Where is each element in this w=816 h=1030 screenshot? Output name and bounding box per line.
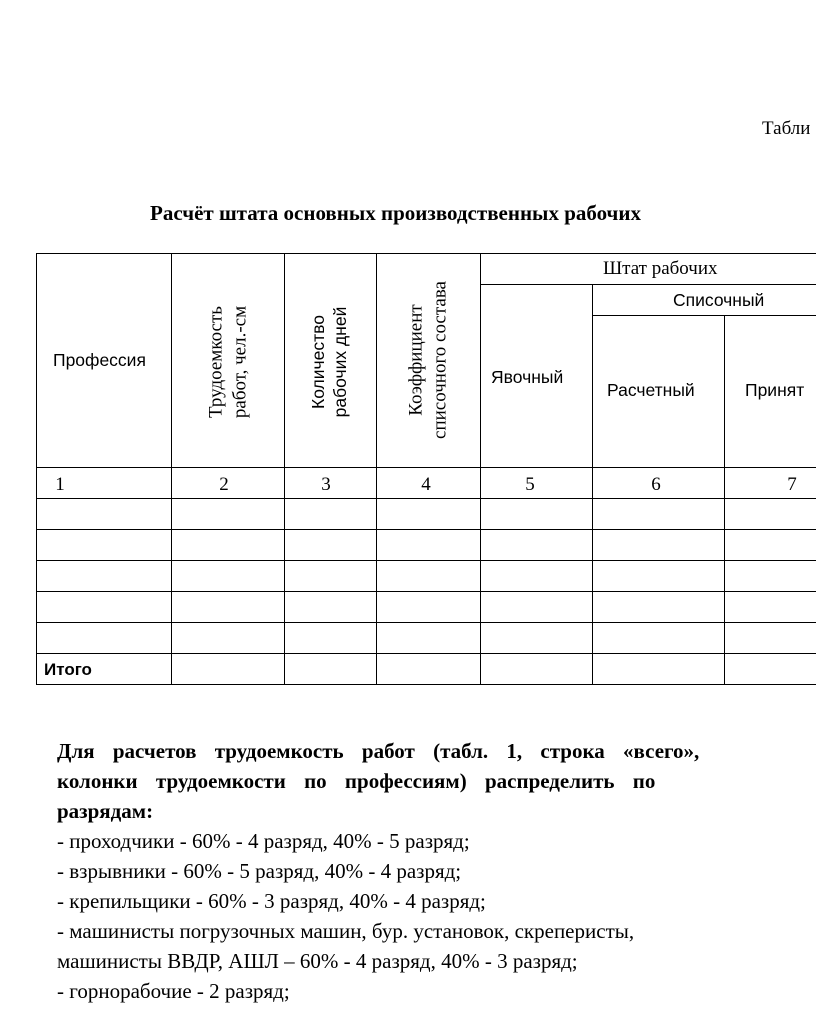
table-left-border — [36, 253, 37, 685]
column-number: 4 — [421, 474, 431, 495]
payroll-header-divider — [592, 315, 816, 316]
column-divider — [284, 253, 285, 685]
grade-list-item: машинисты ВВДР, АШЛ – 60% - 4 разряд, 40% - 3 разряд; — [57, 949, 578, 973]
labor-header-line-1: Трудоемкость — [205, 306, 227, 418]
grade-list-item: - машинисты погрузочных машин, бур. установок, скреперисты, — [57, 919, 635, 943]
table-bottom-border — [36, 684, 816, 685]
column-divider — [171, 253, 172, 685]
coef-header-line-2: списочного состава — [429, 281, 450, 439]
grade-list-item: - взрывники - 60% - 5 разряд, 40% - 4 разряд; — [57, 859, 462, 883]
column-divider — [724, 315, 725, 685]
grade-list-item: - проходчики - 60% - 4 разряд, 40% - 5 разряд; — [57, 829, 470, 853]
labor-header-line-2: работ, чел.-см — [229, 305, 250, 419]
column-number: 5 — [525, 474, 535, 495]
row-divider — [36, 560, 816, 561]
profession-header: Профессия — [53, 350, 146, 370]
calculated-header: Расчетный — [607, 380, 695, 400]
coef-header-line-1: Коэффициент — [405, 304, 427, 416]
table-number-label: Табли — [762, 118, 811, 139]
instruction-heading-line: Для расчетов трудоемкость работ (табл. 1, строка «всего», — [57, 739, 700, 763]
table-top-border — [36, 253, 816, 254]
instruction-heading-line: разрядам: — [57, 799, 154, 823]
days-header-line-1: Количество — [308, 315, 329, 409]
column-number: 6 — [651, 474, 661, 495]
row-divider — [36, 529, 816, 530]
column-number: 3 — [321, 474, 331, 495]
row-divider — [36, 622, 816, 623]
row-divider — [36, 498, 816, 499]
column-number: 1 — [55, 474, 65, 495]
present-header: Явочный — [491, 367, 564, 387]
payroll-header: Списочный — [673, 290, 765, 310]
grade-list-item: - горнорабочие - 2 разряд; — [57, 979, 290, 1003]
column-number: 2 — [219, 474, 229, 495]
staff-header: Штат рабочих — [603, 258, 718, 279]
column-divider — [480, 253, 481, 685]
row-divider — [36, 653, 816, 654]
column-divider — [376, 253, 377, 685]
instructions-paragraph — [57, 736, 816, 1006]
column-number: 7 — [787, 474, 797, 495]
accepted-header: Принят — [745, 380, 805, 400]
instruction-heading-line: колонки трудоемкости по профессиям) распределить по — [57, 769, 656, 793]
total-row-label: Итого — [44, 660, 92, 679]
grade-list-item: - крепильщики - 60% - 3 разряд, 40% - 4 разряд; — [57, 889, 486, 913]
staff-header-divider — [480, 284, 816, 285]
column-divider — [592, 284, 593, 685]
header-bottom-border — [36, 467, 816, 468]
row-divider — [36, 591, 816, 592]
days-header-line-2: рабочих дней — [330, 306, 350, 418]
page-title: Расчёт штата основных производственных рабочих — [150, 201, 641, 225]
